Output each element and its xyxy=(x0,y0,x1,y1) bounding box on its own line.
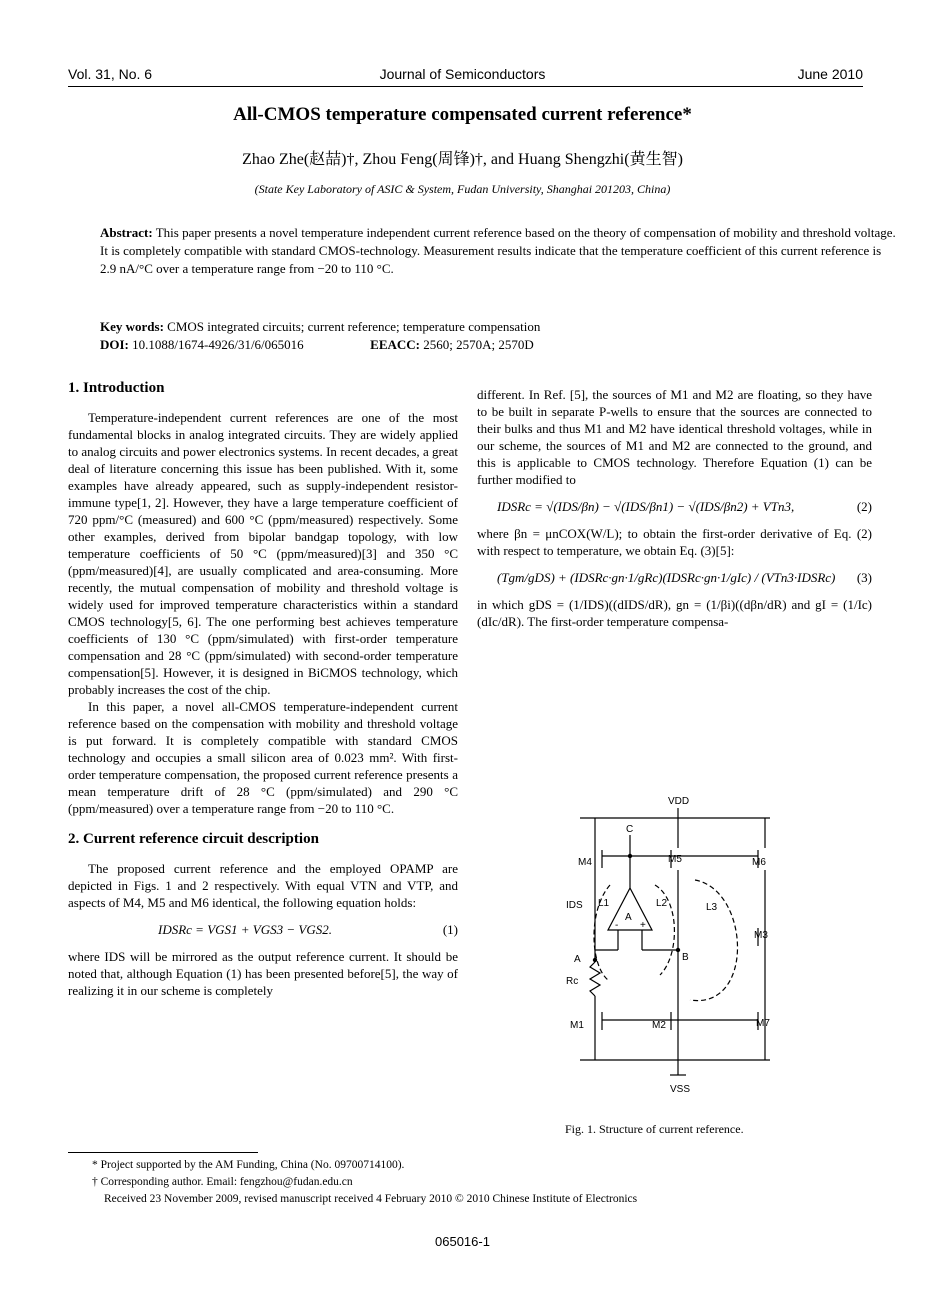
paper-authors: Zhao Zhe(赵喆)†, Zhou Feng(周锋)†, and Huang Shengzhi(黄生智) xyxy=(242,151,683,168)
abstract-text: This paper presents a novel temperature independent current reference based on the theory of compensation of mobility and threshold voltage. It is completely compatible with standard CMOS-technology. Measurement results indicate that the temperature coefficient of this current reference is 2.9 nA/°C over a temperature range from −20 to 110 °C. xyxy=(100,225,896,276)
m7-label: M7 xyxy=(756,1018,770,1029)
figure-1-schematic xyxy=(560,790,790,1120)
node-a-label: A xyxy=(574,954,581,965)
doi-text: 10.1088/1674-4926/31/6/065016 xyxy=(132,337,304,352)
header-volume: Vol. 31, No. 6 xyxy=(68,66,153,82)
footnote-funding: * Project supported by the AM Funding, China (No. 09700714100). xyxy=(92,1159,405,1171)
header-date: June 2010 xyxy=(797,66,863,82)
m6-label: M6 xyxy=(752,857,766,868)
equation-1-body: IDSRc = VGS1 + VGS3 − VGS2. xyxy=(158,922,332,937)
equation-2-number: (2) xyxy=(856,499,872,514)
footnote-rule xyxy=(68,1152,258,1153)
section-2-paragraph-2: where IDS will be mirrored as the output reference current. It should be noted that, although Equation (1) has been presented before[5], the way of realizing it in our scheme is completely xyxy=(68,949,458,998)
node-c-label: C xyxy=(626,824,634,835)
section-1-paragraph-2: In this paper, a novel all-CMOS temperature-independent current reference based on the compensation with mobility and threshold voltage is put forward. It is completely compatible with standard CMOS technology and occupies a small silicon area of 0.023 mm². With first-order temperature compensation, the proposed current reference presents a mean temperature drift of 28 °C (ppm/simulated) and 290 °C (ppm/measured) over a temperature range from −20 to 110 °C. xyxy=(68,699,458,816)
doi-line xyxy=(100,336,900,354)
m4-label: M4 xyxy=(578,857,592,868)
section-2-title: 2. Current reference circuit description xyxy=(68,831,319,847)
equation-3-body: (Tgm/gDS) + (IDSRc·gn·1/gRc)(IDSRc·gn·1/gIc) / (VTn3·IDSRc) xyxy=(497,570,836,585)
abstract-label: Abstract: xyxy=(100,225,153,240)
abstract xyxy=(100,224,900,278)
loop-l1-label: L1 xyxy=(598,898,610,909)
eeacc-text: 2560; 2570A; 2570D xyxy=(423,337,534,352)
node-b-label: B xyxy=(682,952,689,963)
doi-label: DOI: xyxy=(100,337,129,352)
loop-l3-label: L3 xyxy=(706,902,718,913)
page-number: 065016-1 xyxy=(435,1234,490,1249)
figure-1-caption: Fig. 1. Structure of current reference. xyxy=(565,1122,744,1136)
section-1-title: 1. Introduction xyxy=(68,380,165,396)
keywords-label: Key words: xyxy=(100,319,164,334)
section-1-paragraph-1: Temperature-independent current references are one of the most fundamental blocks in analog integrated circuits. They are widely applied to analog circuits and power electronics systems. In recent decades, a great deal of literature concerning this issue has been published. With it, some examples have already appeared, such as supply-independent resistor-immune type[1, 2]. However, they have a large temperature coefficient of 720 ppm/°C (measured) and 600 °C (ppm/measured) respectively. Some other examples, derived from bipolar bandgap topology, with low temperature coefficients of 50 °C (ppm/measured)[3] and 350 °C (ppm/measured)[4], are usually complicated and area-consuming. More recently, the mutual compensation of mobility and threshold voltage is widely used for improved temperature characteristics within a standard CMOS technology[5, 6]. The one performing best achieves temperature coefficients of 130 °C (ppm/simulated) with first-order temperature compensation and 28 °C (ppm/simulated) with second-order temperature compensation[5]. However, it is designed in BiCMOS technology, which probably increases the cost of the chip. xyxy=(68,410,458,697)
vss-label: VSS xyxy=(670,1084,691,1095)
right-paragraph-1: different. In Ref. [5], the sources of M1 and M2 are floating, so they have to be built in separate P-wells to ensure that the sources are connected to their bulks and thus M1 and M2 have identical threshold voltages, while in our scheme, the sources of M1 and M2 are connected to the ground, and this is applicable to CMOS technology. Therefore Equation (1) can be further modified to xyxy=(477,387,872,487)
equation-1 xyxy=(68,921,458,938)
header-rule xyxy=(68,86,863,87)
rc-label: Rc xyxy=(566,976,579,987)
right-paragraph-3: in which gDS = (1/IDS)((dIDS/dR), gn = (1/βi)((dβn/dR) and gI = (1/Ic)(dIc/dR). The first-order temperature compensa- xyxy=(477,597,872,629)
ids-label: IDS xyxy=(566,900,583,911)
paper-affiliation: (State Key Laboratory of ASIC & System, Fudan University, Shanghai 201203, China) xyxy=(254,182,671,196)
m1-label: M1 xyxy=(570,1020,584,1031)
right-column xyxy=(477,386,872,630)
m3-label: M3 xyxy=(754,930,768,941)
opamp-minus: - xyxy=(615,920,619,931)
equation-3-number: (3) xyxy=(856,570,872,585)
opamp-label: A xyxy=(625,912,632,923)
section-2-paragraph-1: The proposed current reference and the employed OPAMP are depicted in Figs. 1 and 2 respectively. With equal VTN and VTP, and aspects of M4, M5 and M6 identical, the following equation holds: xyxy=(68,861,458,910)
equation-3 xyxy=(477,569,872,586)
header-journal: Journal of Semiconductors xyxy=(379,66,546,82)
opamp-plus: + xyxy=(640,920,646,931)
loop-l3 xyxy=(690,880,738,1001)
keywords xyxy=(100,318,900,336)
equation-2-body: IDSRc = √(IDS/βn) − √(IDS/βn1) − √(IDS/βn2) + VTn3, xyxy=(497,499,795,514)
m2-label: M2 xyxy=(652,1020,666,1031)
m5-label: M5 xyxy=(668,854,682,865)
right-paragraph-2: where βn = μnCOX(W/L); to obtain the first-order derivative of Eq. (2) with respect to temperature, we obtain Eq. (3)[5]: xyxy=(477,526,872,558)
left-column xyxy=(68,380,458,999)
footnote-received: Received 23 November 2009, revised manuscript received 4 February 2010 © 2010 Chinese Institute of Electronics xyxy=(104,1193,638,1205)
footnote-corresponding: † Corresponding author. Email: fengzhou@fudan.edu.cn xyxy=(92,1176,353,1188)
rc-resistor xyxy=(590,962,600,996)
eeacc-label: EEACC: xyxy=(370,337,421,352)
vdd-label: VDD xyxy=(668,796,690,807)
paper-title: All-CMOS temperature compensated current reference* xyxy=(233,104,692,125)
keywords-text: CMOS integrated circuits; current reference; temperature compensation xyxy=(167,319,541,334)
equation-1-number: (1) xyxy=(442,922,458,937)
loop-l2-label: L2 xyxy=(656,898,668,909)
equation-2 xyxy=(477,498,872,515)
